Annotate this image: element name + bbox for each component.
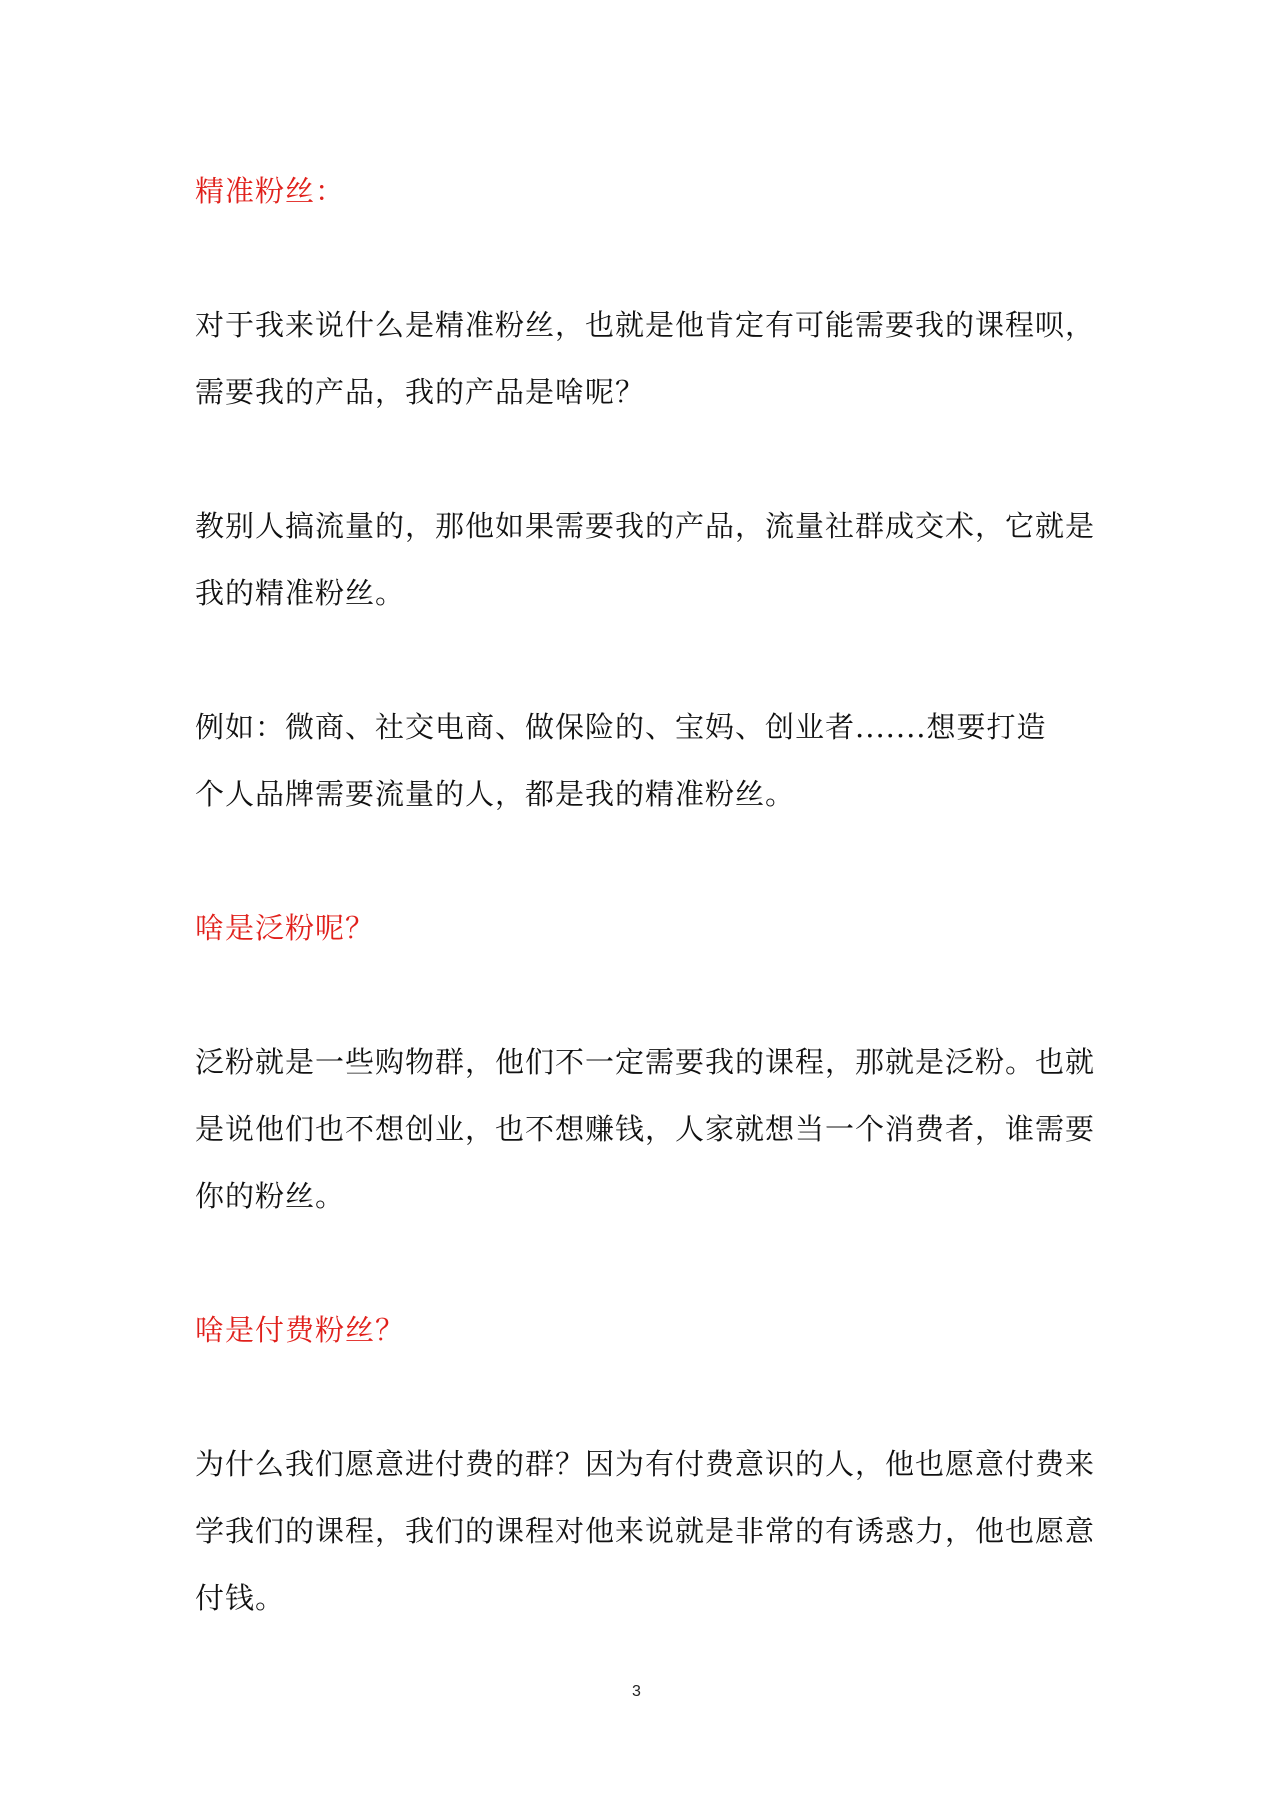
text-line: 教别人搞流量的，那他如果需要我的产品，流量社群成交术，它就是 bbox=[195, 509, 1096, 543]
page-number: 3 bbox=[632, 1683, 641, 1700]
text-line: 我的精准粉丝。 bbox=[195, 576, 406, 610]
text-line: 你的粉丝。 bbox=[195, 1179, 346, 1213]
document-body bbox=[195, 158, 1095, 1632]
section-heading: 啥是泛粉呢？ bbox=[195, 911, 376, 945]
text-line: 对于我来说什么是精准粉丝，也就是他肯定有可能需要我的课程呗， bbox=[195, 308, 1096, 342]
section-heading: 啥是付费粉丝？ bbox=[195, 1313, 406, 1347]
paragraph bbox=[195, 493, 1095, 627]
text-line: 是说他们也不想创业，也不想赚钱，人家就想当一个消费者，谁需要 bbox=[195, 1112, 1096, 1146]
section-heading: 精准粉丝： bbox=[195, 174, 346, 208]
text-line: 例如：微商、社交电商、做保险的、宝妈、创业者.......想要打造 bbox=[195, 710, 1047, 744]
paragraph bbox=[195, 1431, 1095, 1632]
text-line: 为什么我们愿意进付费的群？因为有付费意识的人，他也愿意付费来 bbox=[195, 1447, 1096, 1481]
text-line: 付钱。 bbox=[195, 1581, 286, 1615]
text-line: 需要我的产品，我的产品是啥呢？ bbox=[195, 375, 646, 409]
paragraph bbox=[195, 1029, 1095, 1230]
text-line: 个人品牌需要流量的人，都是我的精准粉丝。 bbox=[195, 777, 796, 811]
text-line: 泛粉就是一些购物群，他们不一定需要我的课程，那就是泛粉。也就 bbox=[195, 1045, 1096, 1079]
paragraph bbox=[195, 292, 1095, 426]
text-line: 学我们的课程，我们的课程对他来说就是非常的有诱惑力，他也愿意 bbox=[195, 1514, 1096, 1548]
paragraph bbox=[195, 694, 1095, 828]
